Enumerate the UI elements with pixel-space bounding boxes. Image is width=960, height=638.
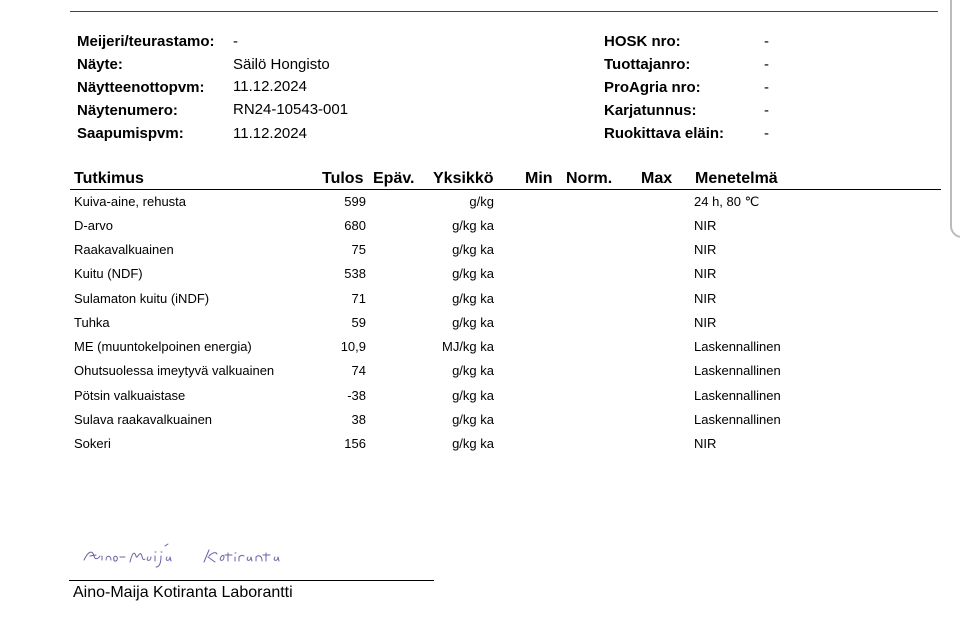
header-divider: [70, 189, 941, 190]
meijeri-label: Meijeri/teurastamo:: [77, 33, 215, 50]
row-unit: MJ/kg ka: [441, 339, 494, 354]
row-value: 75: [351, 242, 366, 257]
tuottajanro-label: Tuottajanro:: [604, 56, 691, 73]
meijeri-value: -: [233, 33, 238, 50]
row-method: Laskennallinen: [694, 388, 781, 403]
header-tulos: Tulos: [322, 170, 364, 187]
row-value: 680: [344, 218, 366, 233]
naytenumero-label: Näytenumero:: [77, 102, 178, 119]
nayte-label: Näyte:: [77, 56, 123, 73]
table-row: [0, 315, 960, 339]
row-name: Ohutsuolessa imeytyvä valkuainen: [74, 363, 275, 378]
saapumispvm-value: 11.12.2024: [233, 125, 307, 142]
row-method: Laskennallinen: [694, 363, 781, 378]
row-unit: g/kg ka: [452, 388, 494, 403]
row-method: NIR: [694, 291, 717, 306]
tuottajanro-value: -: [764, 56, 769, 73]
row-method: 24 h, 80 ℃: [694, 194, 760, 209]
row-name: Pötsin valkuaistase: [74, 388, 186, 403]
row-value: 38: [351, 412, 366, 427]
row-value: -38: [347, 388, 366, 403]
header-yksikko: Yksikkö: [433, 170, 494, 187]
table-row: [0, 194, 960, 218]
header-epav: Epäv.: [373, 170, 415, 187]
row-name: Kuitu (NDF): [74, 266, 143, 281]
row-method: NIR: [694, 315, 717, 330]
saapumispvm-label: Saapumispvm:: [77, 125, 184, 142]
signature-name: Aino-Maija Kotiranta Laborantti: [73, 584, 293, 601]
row-method: NIR: [694, 436, 717, 451]
row-name: Sokeri: [74, 436, 111, 451]
nayte-value: Säilö Hongisto: [233, 56, 330, 73]
naytenumero-value: RN24-10543-001: [233, 101, 349, 118]
table-row: [0, 242, 960, 266]
row-unit: g/kg ka: [452, 412, 494, 427]
proagria-value: -: [764, 79, 769, 96]
table-row: [0, 363, 960, 387]
row-name: D-arvo: [74, 218, 114, 233]
naytteenottopvm-label: Näytteenottopvm:: [77, 79, 205, 96]
row-method: Laskennallinen: [694, 412, 781, 427]
proagria-label: ProAgria nro:: [604, 79, 701, 96]
table-row: [0, 388, 960, 412]
handwritten-signature: [82, 540, 304, 570]
row-name: ME (muuntokelpoinen energia): [74, 339, 252, 354]
row-name: Sulava raakavalkuainen: [74, 412, 213, 427]
signature-line: [69, 580, 434, 581]
header-min: Min: [525, 170, 553, 187]
hosk-label: HOSK nro:: [604, 33, 681, 50]
header-tutkimus: Tutkimus: [74, 170, 144, 187]
row-value: 156: [344, 436, 366, 451]
karjatunnus-value: -: [764, 102, 769, 119]
row-unit: g/kg ka: [452, 218, 494, 233]
header-norm: Norm.: [566, 170, 613, 187]
row-method: NIR: [694, 242, 717, 257]
table-row: [0, 412, 960, 436]
row-name: Kuiva-aine, rehusta: [74, 194, 187, 209]
row-method: Laskennallinen: [694, 339, 781, 354]
row-unit: g/kg ka: [452, 266, 494, 281]
karjatunnus-label: Karjatunnus:: [604, 102, 697, 119]
row-name: Tuhka: [74, 315, 110, 330]
row-value: 599: [344, 194, 366, 209]
table-row: [0, 218, 960, 242]
row-value: 10,9: [340, 339, 366, 354]
top-divider: [70, 11, 938, 12]
table-row: [0, 291, 960, 315]
ruokittava-value: -: [764, 125, 769, 142]
header-menetelma: Menetelmä: [695, 170, 778, 187]
ruokittava-label: Ruokittava eläin:: [604, 125, 725, 142]
hosk-value: -: [764, 33, 769, 50]
table-row: [0, 339, 960, 363]
row-name: Raakavalkuainen: [74, 242, 174, 257]
row-unit: g/kg ka: [452, 315, 494, 330]
table-row: [0, 266, 960, 290]
row-method: NIR: [694, 266, 717, 281]
row-unit: g/kg ka: [452, 242, 494, 257]
row-unit: g/kg ka: [452, 291, 494, 306]
row-name: Sulamaton kuitu (iNDF): [74, 291, 210, 306]
row-value: 71: [351, 291, 366, 306]
row-method: NIR: [694, 218, 717, 233]
row-unit: g/kg ka: [452, 363, 494, 378]
table-row: [0, 436, 960, 460]
row-unit: g/kg: [469, 194, 494, 209]
row-value: 74: [351, 363, 366, 378]
naytteenottopvm-value: 11.12.2024: [233, 78, 307, 95]
row-unit: g/kg ka: [452, 436, 494, 451]
row-value: 59: [351, 315, 366, 330]
row-value: 538: [344, 266, 366, 281]
header-max: Max: [641, 170, 673, 187]
